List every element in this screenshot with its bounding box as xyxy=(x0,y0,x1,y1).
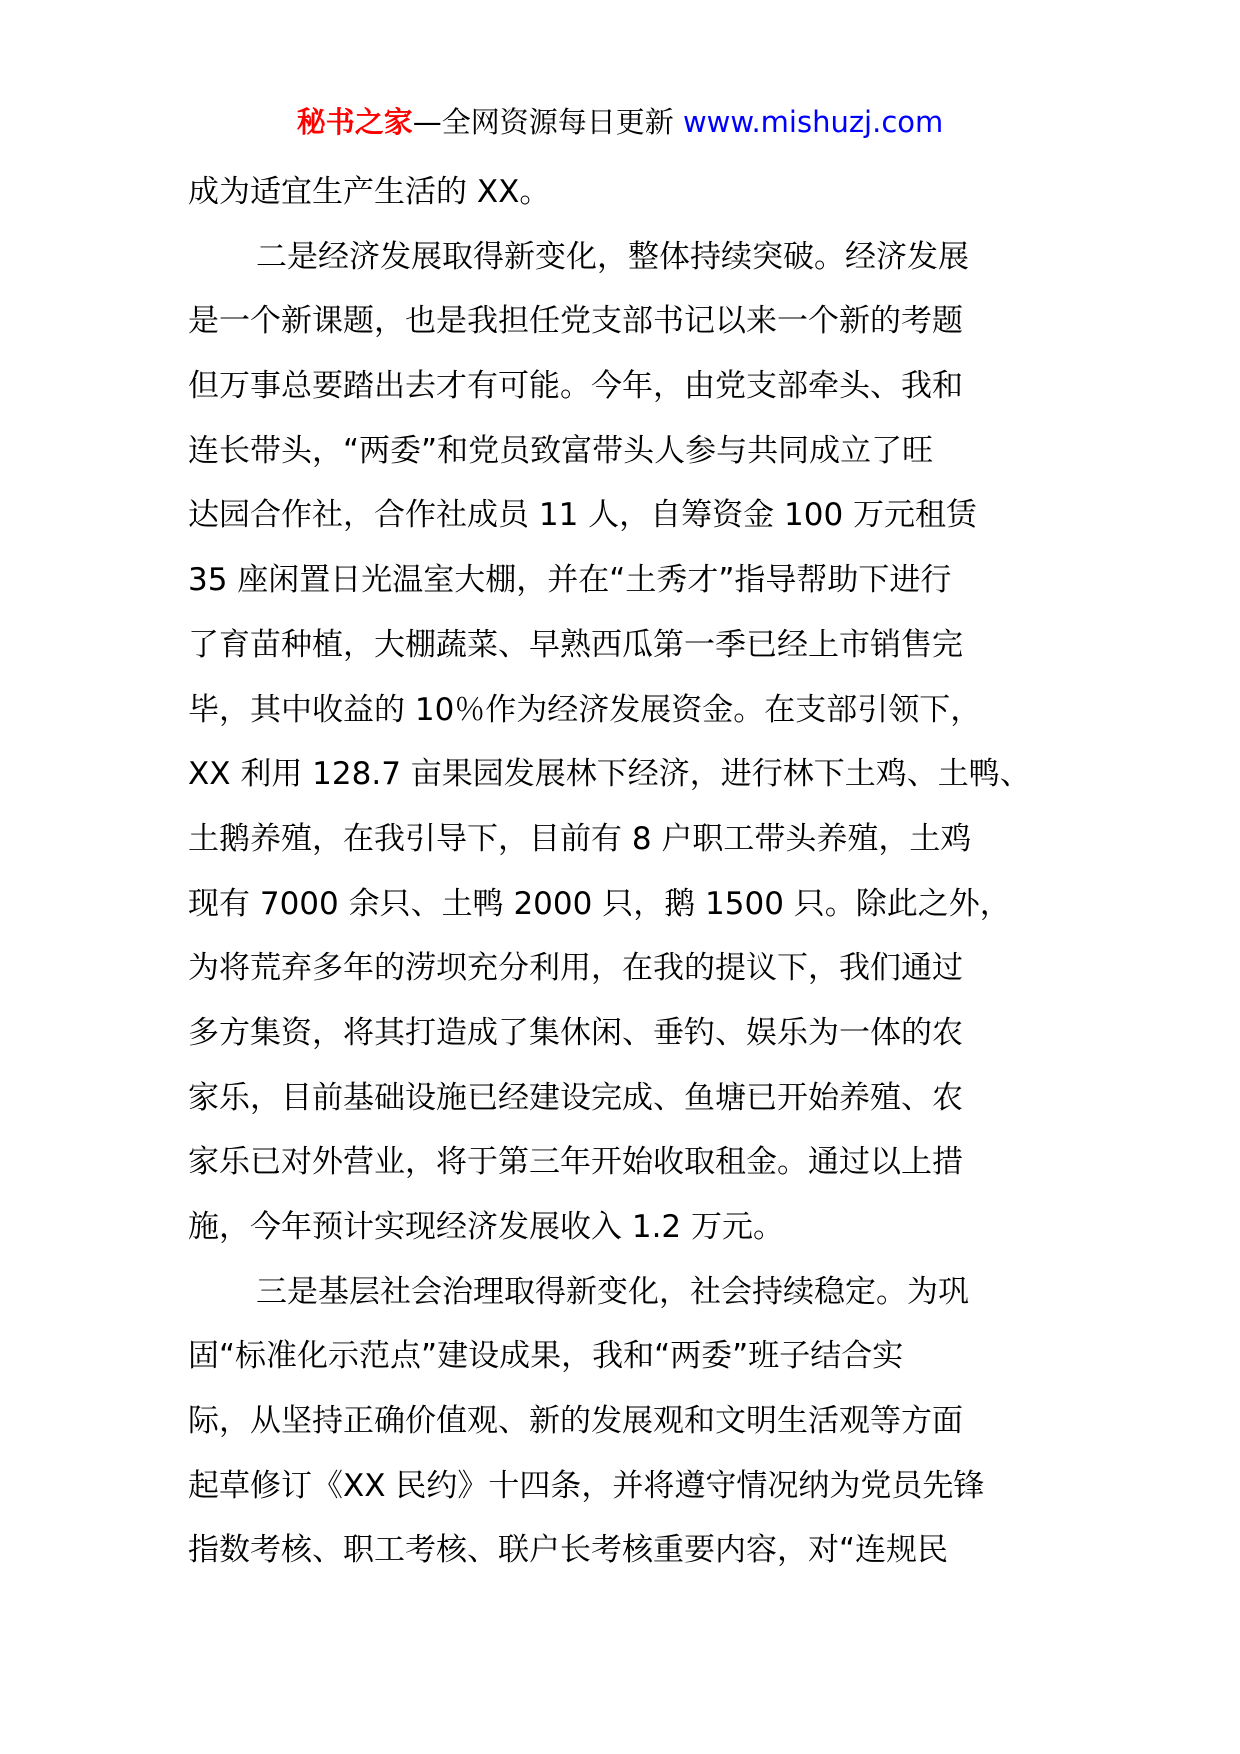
header-url-link[interactable]: www.mishuzj.com xyxy=(682,105,944,139)
text-line: 现有 7000 余只、土鸭 2000 只，鹅 1500 只。除此之外， xyxy=(188,885,1011,922)
text-line: 起草修订《XX 民约》十四条，并将遵守情况纳为党员先锋 xyxy=(188,1467,985,1504)
text-line: 为将荒弃多年的涝坝充分利用，在我的提议下，我们通过 xyxy=(188,950,963,987)
text-line: 连长带头，“两委”和党员致富带头人参与共同成立了旺 xyxy=(188,432,934,469)
text-line: 际，从坚持正确价值观、新的发展观和文明生活观等方面 xyxy=(188,1403,963,1440)
text-line: 毕，其中收益的 10％作为经济发展资金。在支部引领下， xyxy=(188,691,982,728)
text-line: 家乐，目前基础设施已经建设完成、鱼塘已开始养殖、农 xyxy=(188,1079,963,1116)
text-line: 指数考核、职工考核、联户长考核重要内容，对“连规民 xyxy=(188,1532,949,1569)
paragraph-start-line: 二是经济发展取得新变化，整体持续突破。经济发展 xyxy=(256,238,969,275)
text-line: 成为适宜生产生活的 XX。 xyxy=(188,174,551,210)
page-header xyxy=(0,100,1240,144)
text-line: 35 座闲置日光温室大棚，并在“土秀才”指导帮助下进行 xyxy=(188,562,952,599)
text-line: 但万事总要踏出去才有可能。今年，由党支部牵头、我和 xyxy=(188,368,963,405)
header-brand: 秘书之家 xyxy=(296,105,413,139)
text-line: 达园合作社，合作社成员 11 人，自筹资金 100 万元租赁 xyxy=(188,497,978,534)
paragraph-start-line: 三是基层社会治理取得新变化，社会持续稳定。为巩 xyxy=(256,1273,969,1310)
text-line: 是一个新课题，也是我担任党支部书记以来一个新的考题 xyxy=(188,303,963,340)
text-line: XX 利用 128.7 亩果园发展林下经济，进行林下土鸡、土鸭、 xyxy=(188,756,1031,793)
text-line: 固“标准化示范点”建设成果，我和“两委”班子结合实 xyxy=(188,1338,904,1375)
text-line: 土鹅养殖，在我引导下，目前有 8 户职工带头养殖，土鸡 xyxy=(188,820,972,857)
text-line: 了育苗种植，大棚蔬菜、早熟西瓜第一季已经上市销售完 xyxy=(188,626,963,663)
text-line: 多方集资，将其打造成了集休闲、垂钓、娱乐为一体的农 xyxy=(188,1014,963,1051)
header-tagline: —全网资源每日更新 xyxy=(412,105,674,139)
text-line: 家乐已对外营业，将于第三年开始收取租金。通过以上措 xyxy=(188,1144,963,1181)
document-body xyxy=(188,160,1088,1583)
text-line: 施，今年预计实现经济发展收入 1.2 万元。 xyxy=(188,1209,785,1245)
